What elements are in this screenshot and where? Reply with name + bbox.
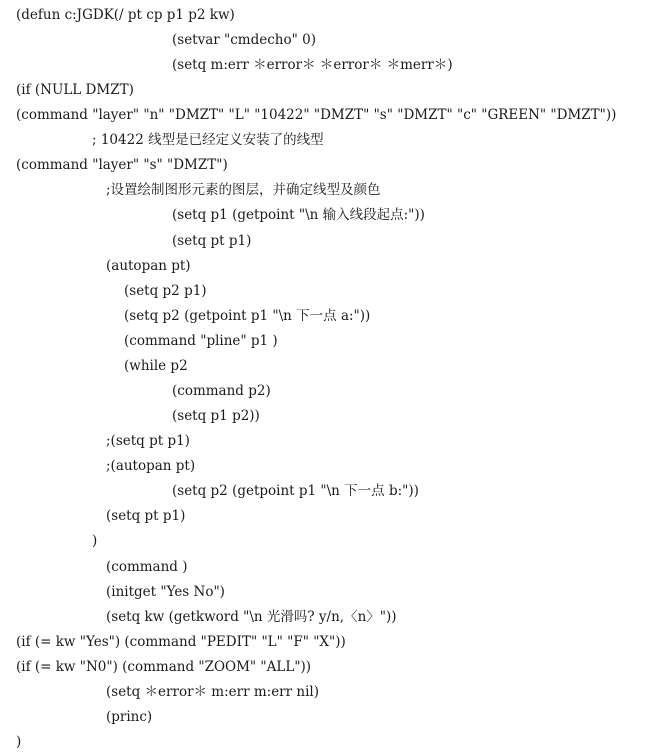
code-line-28: (setq ＊error＊ m:err m:err nil) — [106, 684, 319, 700]
code-line-29: (princ) — [106, 709, 153, 725]
code-line-15: (while p2 — [124, 358, 188, 374]
code-line-20: (setq p2 (getpoint p1 "\n 下一点 b:")) — [172, 483, 419, 499]
code-line-30: ) — [16, 734, 22, 750]
code-line-18: ;(setq pt p1) — [106, 433, 190, 449]
code-line-26: (if (= kw "Yes") (command "PEDIT" "L" "F" "X")) — [16, 634, 346, 650]
code-line-22: ) — [92, 533, 98, 549]
code-line-27: (if (= kw "N0") (command "ZOOM" "ALL")) — [16, 659, 312, 675]
code-line-24: (initget "Yes No") — [106, 584, 225, 600]
code-line-8: ;设置绘制图形元素的图层，并确定线型及颜色 — [106, 182, 381, 198]
code-line-12: (setq p2 p1) — [124, 283, 207, 299]
code-line-19: ;(autopan pt) — [106, 458, 196, 474]
code-line-5: (command "layer" "n" "DMZT" "L" "10422" "DMZT" "s" "DMZT" "c" "GREEN" "DMZT")) — [16, 107, 617, 123]
code-line-1: (defun c:JGDK(/ pt cp p1 p2 kw) — [16, 7, 235, 23]
code-line-4: (if (NULL DMZT) — [16, 82, 134, 98]
code-line-17: (setq p1 p2)) — [172, 408, 260, 424]
code-line-13: (setq p2 (getpoint p1 "\n 下一点 a:")) — [124, 308, 371, 324]
code-line-10: (setq pt p1) — [172, 233, 252, 249]
code-line-23: (command ) — [106, 559, 188, 575]
code-line-9: (setq p1 (getpoint "\n 输入线段起点:")) — [172, 207, 425, 223]
code-line-25: (setq kw (getkword "\n 光滑吗? y/n,〈n〉")) — [106, 609, 397, 625]
code-line-16: (command p2) — [172, 383, 271, 399]
code-line-14: (command "pline" p1 ) — [124, 333, 278, 349]
code-line-6: ; 10422 线型是已经定义安装了的线型 — [92, 132, 324, 148]
code-line-21: (setq pt p1) — [106, 508, 186, 524]
code-line-7: (command "layer" "s" "DMZT") — [16, 157, 228, 173]
code-line-11: (autopan pt) — [106, 258, 191, 274]
code-line-3: (setq m:err ＊error＊ ＊error＊ ＊merr＊) — [172, 57, 453, 73]
code-line-2: (setvar "cmdecho" 0) — [172, 32, 316, 48]
